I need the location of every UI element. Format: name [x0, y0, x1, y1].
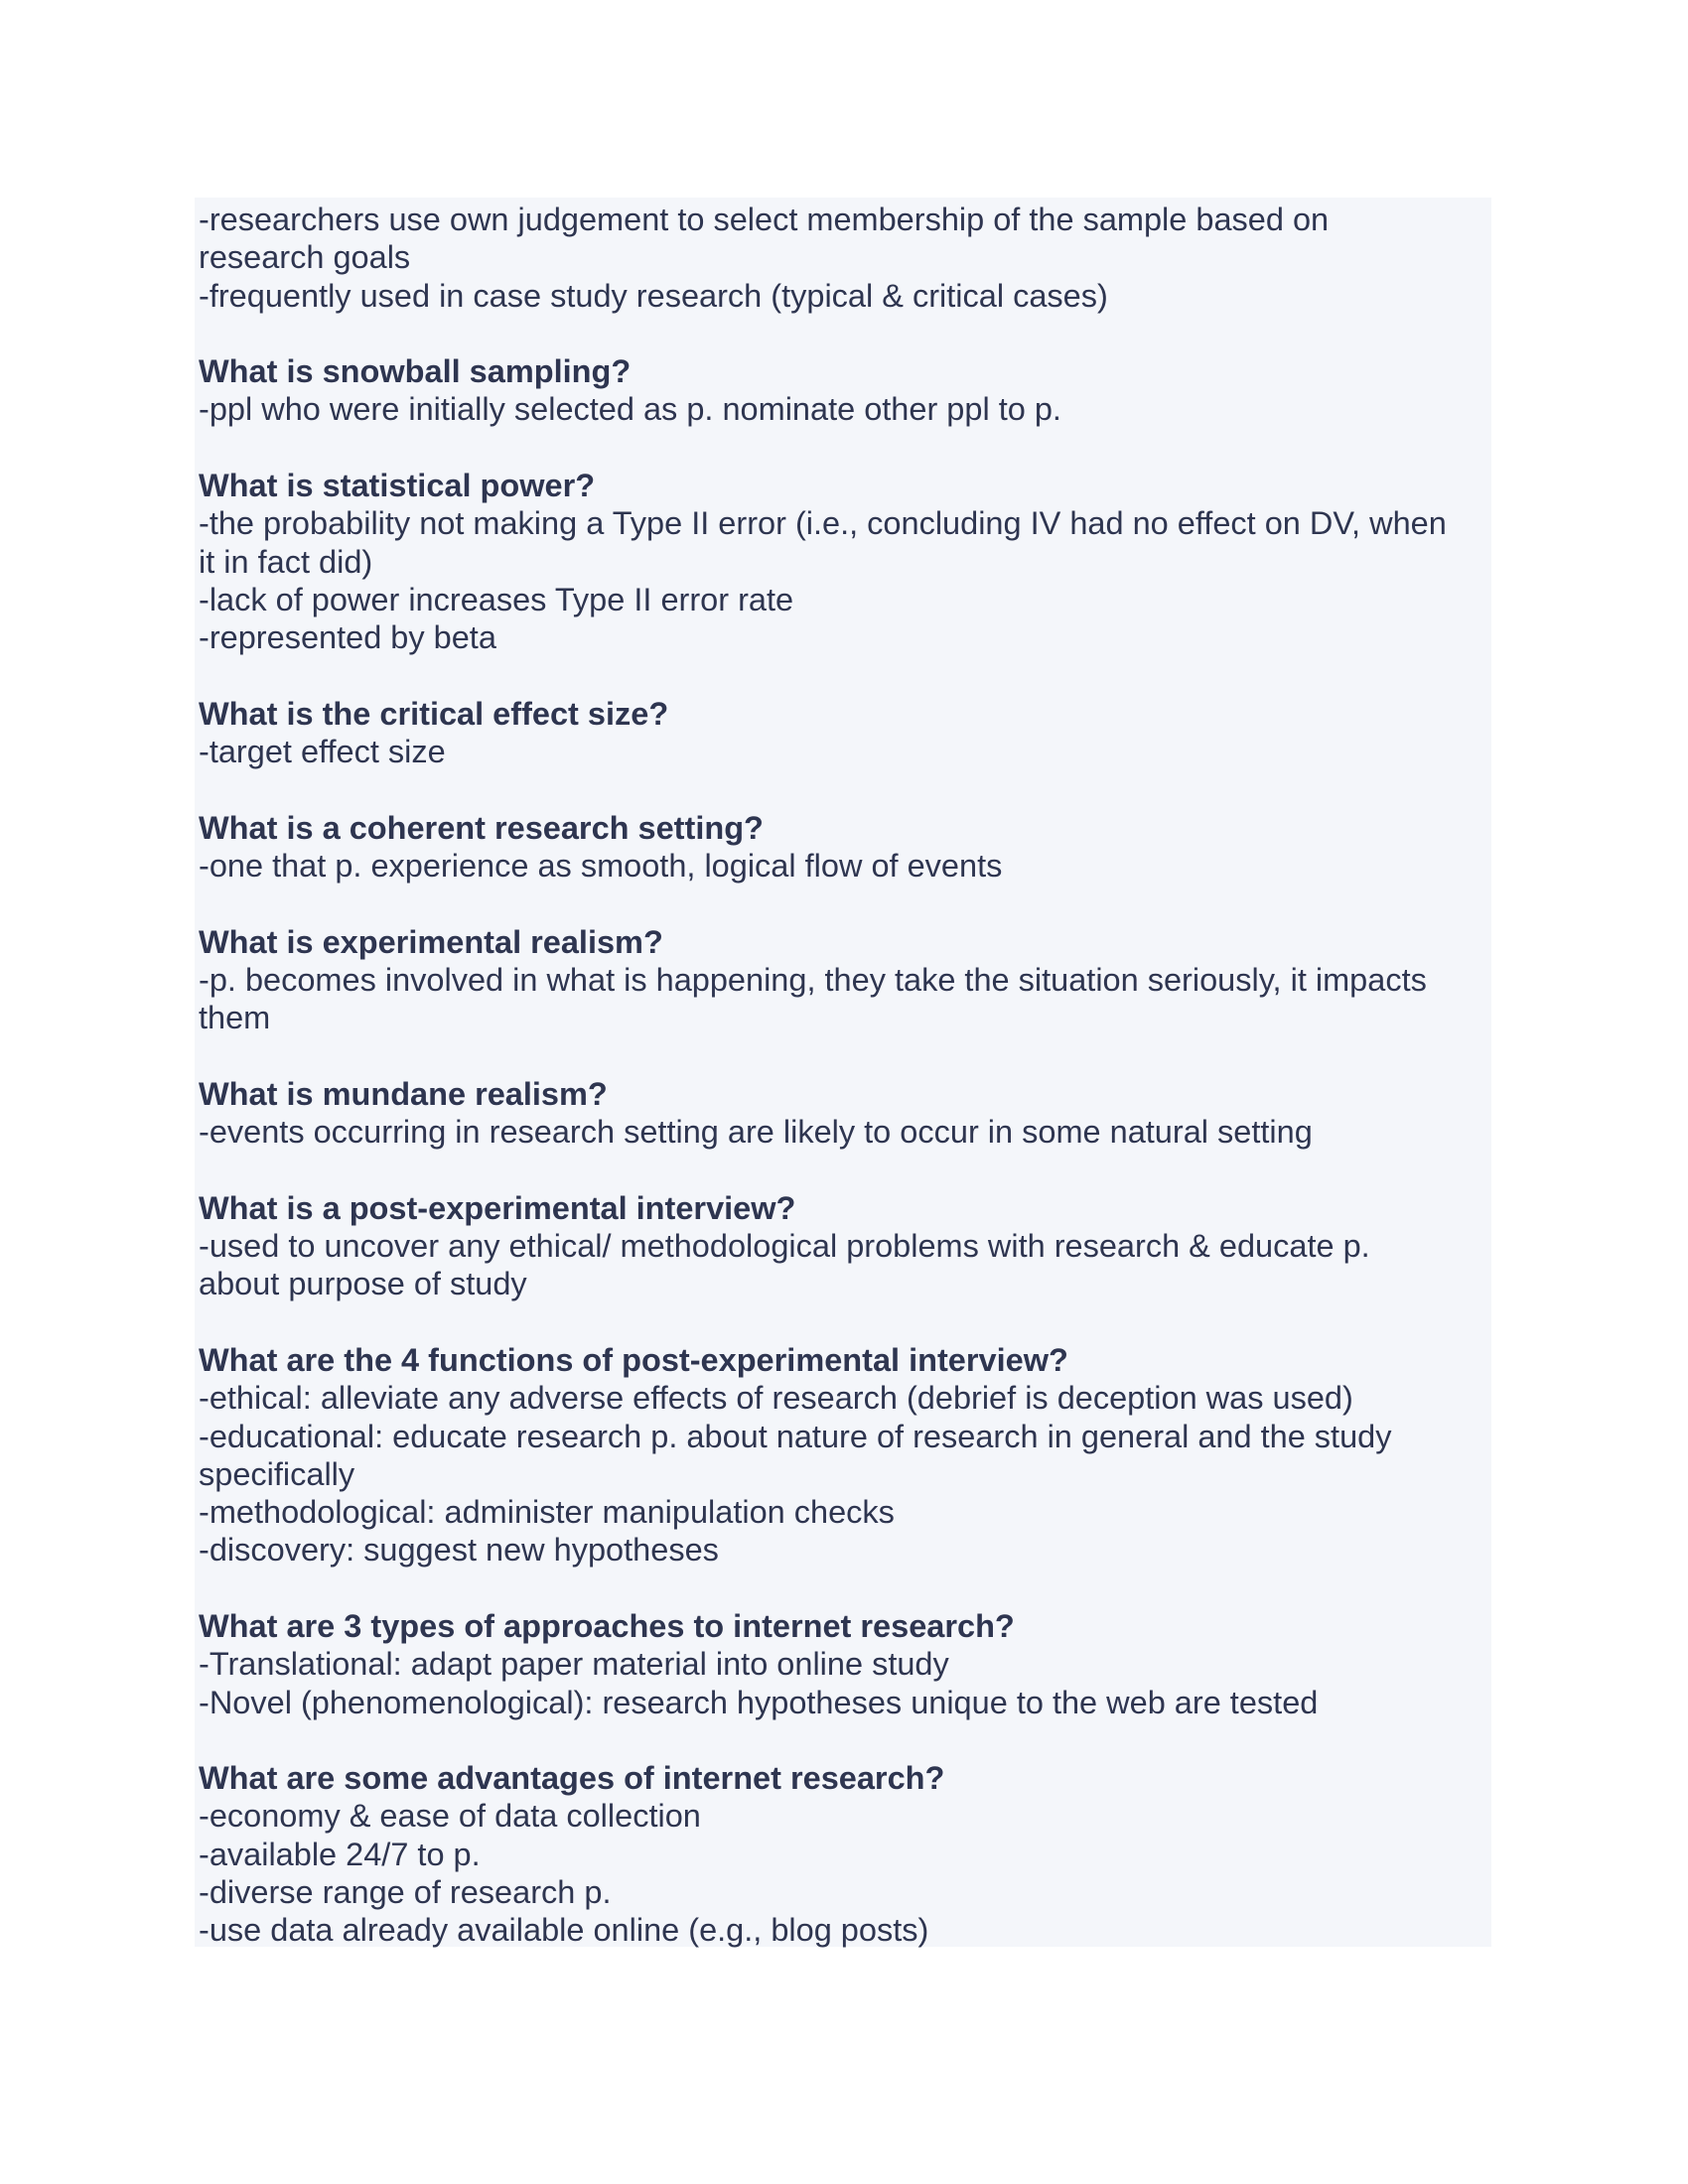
question-heading: What is the critical effect size?: [199, 695, 669, 732]
question-heading: What is mundane realism?: [199, 1075, 608, 1112]
answer-line: -lack of power increases Type II error rate: [199, 581, 794, 617]
answer-line: -methodological: administer manipulation checks: [199, 1494, 895, 1531]
document-content: [199, 201, 1489, 1950]
question-heading: What are 3 types of approaches to internet research?: [199, 1607, 1015, 1644]
section-post-experimental-interview: [199, 1189, 1489, 1303]
answer-line: -available 24/7 to p.: [199, 1836, 481, 1872]
answer-line: -used to uncover any ethical/ methodological problems with research & educate p.: [199, 1228, 1370, 1265]
answer-line: specifically: [199, 1455, 355, 1492]
section-experimental-realism: [199, 923, 1489, 1037]
answer-line: -target effect size: [199, 734, 446, 770]
answer-line: research goals: [199, 239, 411, 276]
question-heading: What is statistical power?: [199, 468, 596, 504]
question-heading: What are some advantages of internet research?: [199, 1760, 945, 1797]
section-mundane-realism: [199, 1075, 1489, 1152]
answer-line: -frequently used in case study research (typical & critical cases): [199, 277, 1108, 314]
question-heading: What is snowball sampling?: [199, 353, 632, 390]
answer-line: -Novel (phenomenological): research hypotheses unique to the web are tested: [199, 1684, 1319, 1720]
answer-line: -p. becomes involved in what is happening, they take the situation seriously, it impacts: [199, 961, 1427, 998]
section-internet-research-advantages: [199, 1759, 1489, 1949]
question-heading: What is a coherent research setting?: [199, 809, 764, 846]
answer-line: -ppl who were initially selected as p. nominate other ppl to p.: [199, 391, 1061, 428]
answer-line: -Translational: adapt paper material into online study: [199, 1646, 949, 1683]
section-statistical-power: [199, 467, 1489, 656]
answer-line: -economy & ease of data collection: [199, 1798, 701, 1835]
answer-line: -represented by beta: [199, 619, 496, 656]
answer-line: -use data already available online (e.g., blog posts): [199, 1912, 929, 1949]
section-critical-effect-size: [199, 695, 1489, 771]
answer-line: -ethical: alleviate any adverse effects of research (debrief is deception was used): [199, 1380, 1353, 1417]
section-internet-research-approaches: [199, 1607, 1489, 1721]
answer-line: -events occurring in research setting are likely to occur in some natural setting: [199, 1114, 1313, 1151]
answer-line: it in fact did): [199, 543, 373, 580]
answer-line: -researchers use own judgement to select membership of the sample based on: [199, 202, 1330, 237]
section-coherent-research-setting: [199, 809, 1489, 886]
answer-line: -educational: educate research p. about nature of research in general and the study: [199, 1418, 1392, 1454]
answer-line: -discovery: suggest new hypotheses: [199, 1532, 719, 1569]
answer-line: them: [199, 1000, 271, 1036]
answer-line: -diverse range of research p.: [199, 1874, 612, 1911]
section-interview-functions: [199, 1341, 1489, 1570]
section-snowball-sampling: [199, 352, 1489, 429]
question-heading: What are the 4 functions of post-experimental interview?: [199, 1341, 1068, 1378]
question-heading: What is experimental realism?: [199, 923, 663, 960]
answer-line: -the probability not making a Type II error (i.e., concluding IV had no effect on DV, when: [199, 505, 1447, 542]
question-heading: What is a post-experimental interview?: [199, 1189, 796, 1226]
section-purposive-sampling: [199, 201, 1489, 315]
answer-line: about purpose of study: [199, 1266, 527, 1302]
answer-line: -one that p. experience as smooth, logical flow of events: [199, 848, 1003, 885]
